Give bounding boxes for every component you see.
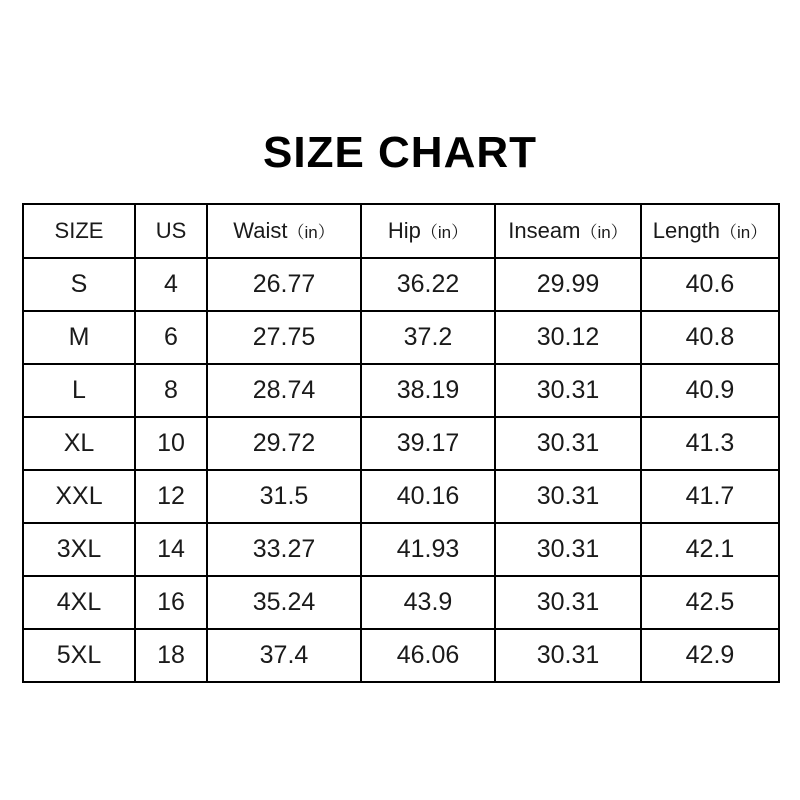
cell-us: 10 <box>135 417 207 470</box>
cell-inseam: 30.31 <box>495 629 641 682</box>
column-header-hip-unit: （in） <box>420 223 469 242</box>
column-header-size-label: SIZE <box>54 218 104 243</box>
column-header-us-label: US <box>155 218 187 243</box>
cell-hip: 36.22 <box>361 258 495 311</box>
cell-hip: 40.16 <box>361 470 495 523</box>
column-header-waist <box>207 204 361 258</box>
cell-waist: 35.24 <box>207 576 361 629</box>
column-header-length-label: Length <box>652 218 721 243</box>
table-row <box>23 417 779 470</box>
cell-us: 4 <box>135 258 207 311</box>
column-header-length-unit: （in） <box>720 223 768 242</box>
cell-waist: 28.74 <box>207 364 361 417</box>
size-chart-table-wrapper <box>22 203 778 683</box>
cell-length: 42.9 <box>641 629 779 682</box>
cell-inseam: 30.31 <box>495 576 641 629</box>
table-row <box>23 364 779 417</box>
column-header-size <box>23 204 135 258</box>
cell-waist: 33.27 <box>207 523 361 576</box>
cell-hip: 43.9 <box>361 576 495 629</box>
cell-hip: 39.17 <box>361 417 495 470</box>
cell-us: 16 <box>135 576 207 629</box>
cell-waist: 31.5 <box>207 470 361 523</box>
cell-us: 18 <box>135 629 207 682</box>
table-header-row <box>23 204 779 258</box>
cell-size: M <box>23 311 135 364</box>
cell-inseam: 29.99 <box>495 258 641 311</box>
cell-hip: 46.06 <box>361 629 495 682</box>
cell-size: S <box>23 258 135 311</box>
cell-size: 3XL <box>23 523 135 576</box>
cell-size: 5XL <box>23 629 135 682</box>
cell-us: 14 <box>135 523 207 576</box>
table-row <box>23 629 779 682</box>
table-body <box>23 258 779 682</box>
cell-us: 12 <box>135 470 207 523</box>
cell-waist: 27.75 <box>207 311 361 364</box>
column-header-length <box>641 204 779 258</box>
column-header-hip <box>361 204 495 258</box>
column-header-waist-unit: （in） <box>287 223 335 242</box>
cell-size: XL <box>23 417 135 470</box>
table-row <box>23 576 779 629</box>
table-row <box>23 311 779 364</box>
cell-size: L <box>23 364 135 417</box>
cell-size: 4XL <box>23 576 135 629</box>
cell-length: 40.8 <box>641 311 779 364</box>
column-header-inseam <box>495 204 641 258</box>
column-header-inseam-unit: （in） <box>580 223 628 242</box>
column-header-us <box>135 204 207 258</box>
table-row <box>23 523 779 576</box>
page-title: SIZE CHART <box>263 128 537 177</box>
cell-inseam: 30.31 <box>495 417 641 470</box>
cell-inseam: 30.31 <box>495 523 641 576</box>
cell-length: 42.5 <box>641 576 779 629</box>
cell-length: 41.3 <box>641 417 779 470</box>
cell-us: 6 <box>135 311 207 364</box>
column-header-inseam-label: Inseam <box>508 218 581 243</box>
cell-length: 42.1 <box>641 523 779 576</box>
cell-inseam: 30.31 <box>495 470 641 523</box>
cell-inseam: 30.12 <box>495 311 641 364</box>
column-header-hip-label: Hip <box>387 218 421 243</box>
cell-inseam: 30.31 <box>495 364 641 417</box>
cell-waist: 29.72 <box>207 417 361 470</box>
cell-length: 40.9 <box>641 364 779 417</box>
cell-hip: 37.2 <box>361 311 495 364</box>
cell-size: XXL <box>23 470 135 523</box>
cell-hip: 41.93 <box>361 523 495 576</box>
cell-waist: 26.77 <box>207 258 361 311</box>
size-chart-table <box>22 203 780 683</box>
cell-length: 41.7 <box>641 470 779 523</box>
table-header <box>23 204 779 258</box>
cell-us: 8 <box>135 364 207 417</box>
cell-hip: 38.19 <box>361 364 495 417</box>
table-row <box>23 470 779 523</box>
cell-waist: 37.4 <box>207 629 361 682</box>
column-header-waist-label: Waist <box>233 218 288 243</box>
cell-length: 40.6 <box>641 258 779 311</box>
table-row <box>23 258 779 311</box>
